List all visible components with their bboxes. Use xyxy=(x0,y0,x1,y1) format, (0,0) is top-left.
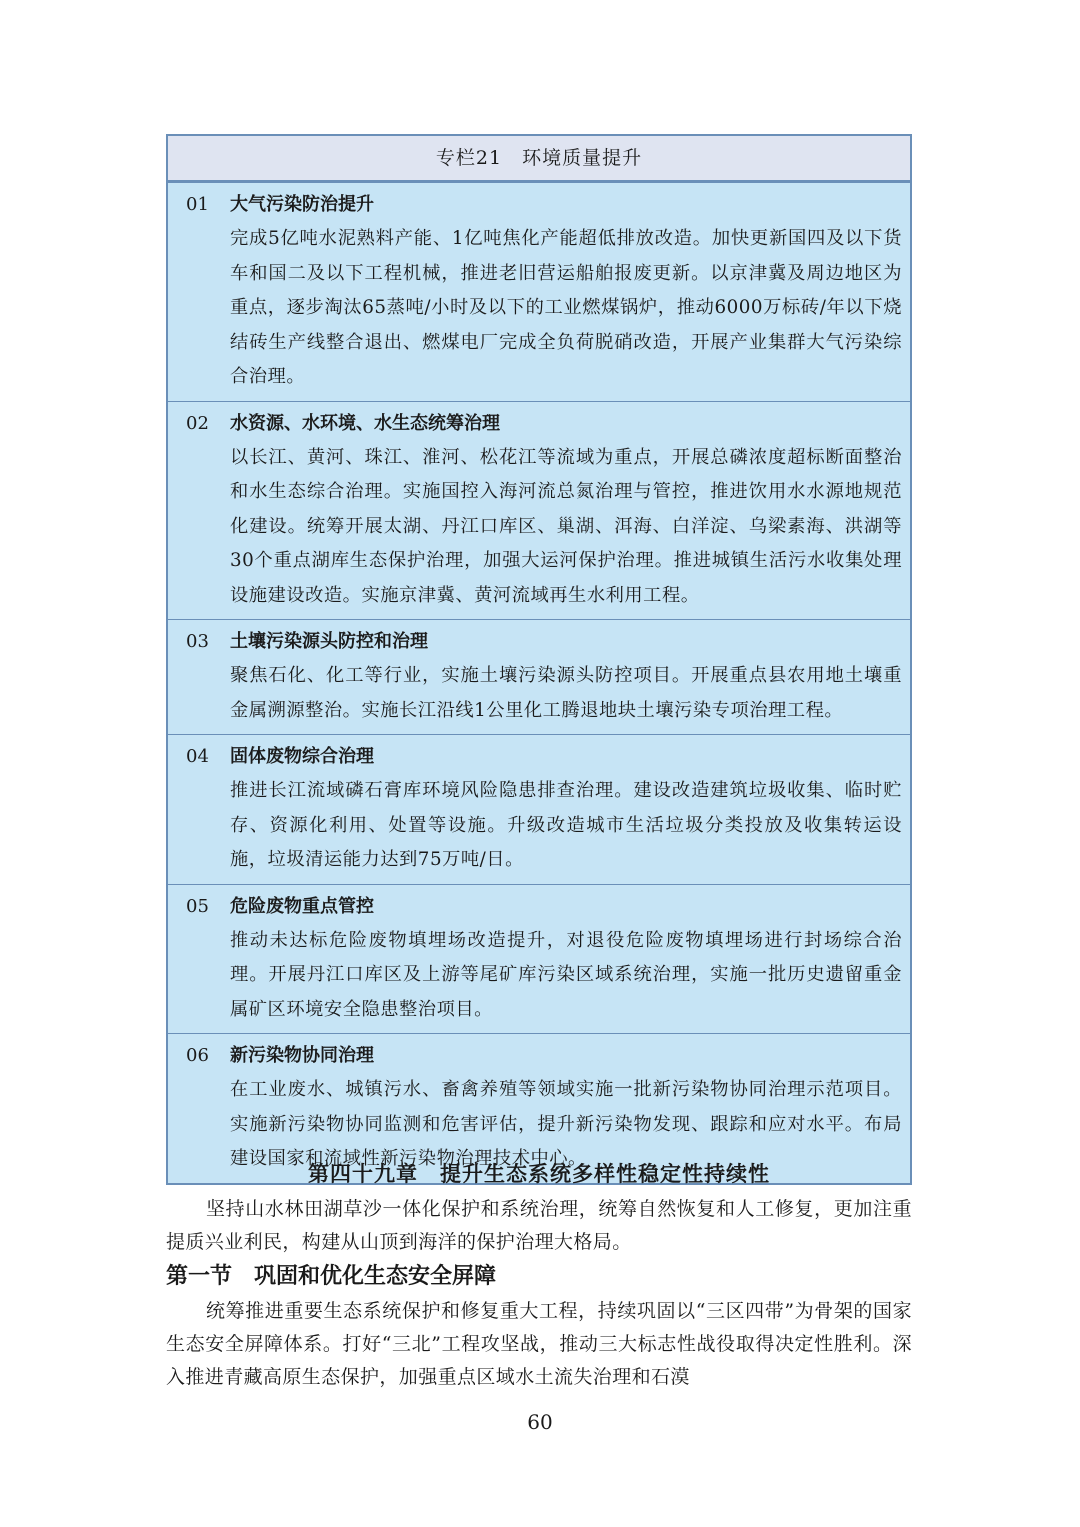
box-item-05 xyxy=(168,884,910,1034)
item-number: 06 xyxy=(186,1045,209,1066)
page-number: 60 xyxy=(527,1410,553,1434)
section-title: 第一节 巩固和优化生态安全屏障 xyxy=(166,1264,497,1289)
item-number: 02 xyxy=(186,412,209,434)
item-number: 05 xyxy=(186,895,209,917)
item-number: 01 xyxy=(186,194,209,215)
item-text: 以长江、黄河、珠江、淮河、松花江等流域为重点，开展总磷浓度超标断面整治和水生态综合治理。实施国控入海河流总氮治理与管控，推进饮用水水源地规范化建设。统筹开展太湖、丹江口库区、巢湖、洱海、白洋淀、乌梁素海、洪湖等30个重点湖库生态保护治理，加强大运河保护治理。推进城镇生活污水收集处理设施建设改造。实施京津冀、黄河流域再生水利用工程。 xyxy=(230,446,902,606)
feature-box-title: 专栏21 环境质量提升 xyxy=(168,136,910,182)
item-text: 在工业废水、城镇污水、畜禽养殖等领域实施一批新污染物协同治理示范项目。实施新污染物协同监测和危害评估，提升新污染物发现、跟踪和应对水平。布局建设国家和流域性新污染物治理技术中心。 xyxy=(230,1079,902,1169)
item-text: 推进长江流域磷石膏库环境风险隐患排查治理。建设改造建筑垃圾收集、临时贮存、资源化利用、处置等设施。升级改造城市生活垃圾分类投放及收集转运设施，垃圾清运能力达到75万吨/日。 xyxy=(230,780,902,870)
chapter-intro: 坚持山水林田湖草沙一体化保护和系统治理，统筹自然恢复和人工修复，更加注重提质兴业利民，构建从山顶到海洋的保护治理大格局。 xyxy=(166,1198,912,1253)
feature-box xyxy=(166,134,912,1185)
item-number: 04 xyxy=(186,746,209,767)
item-heading: 大气污染防治提升 xyxy=(230,194,374,215)
item-number: 03 xyxy=(186,631,209,652)
item-heading: 水资源、水环境、水生态统筹治理 xyxy=(230,412,500,434)
item-heading: 土壤污染源头防控和治理 xyxy=(230,631,428,652)
section-paragraph: 统筹推进重要生态系统保护和修复重大工程，持续巩固以“三区四带”为骨架的国家生态安全屏障体系。打好“三北”工程攻坚战，推动三大标志性战役取得决定性胜利。深入推进青藏高原生态保护，加强重点区域水土流失治理和石漠 xyxy=(166,1300,912,1388)
item-heading: 固体废物综合治理 xyxy=(230,746,374,767)
item-heading: 危险废物重点管控 xyxy=(230,895,374,917)
item-text: 推动未达标危险废物填埋场改造提升，对退役危险废物填埋场进行封场综合治理。开展丹江口库区及上游等尾矿库污染区域系统治理，实施一批历史遗留重金属矿区环境安全隐患整治项目。 xyxy=(230,929,902,1020)
chapter-title: 第四十九章 提升生态系统多样性稳定性持续性 xyxy=(308,1161,770,1186)
item-text: 聚焦石化、化工等行业，实施土壤污染源头防控项目。开展重点县农用地土壤重金属溯源整治。实施长江沿线1公里化工腾退地块土壤污染专项治理工程。 xyxy=(230,665,902,721)
box-item-02 xyxy=(168,401,910,620)
box-item-01 xyxy=(168,182,910,401)
item-heading: 新污染物协同治理 xyxy=(230,1045,374,1066)
box-item-03 xyxy=(168,619,910,734)
item-text: 完成5亿吨水泥熟料产能、1亿吨焦化产能超低排放改造。加快更新国四及以下货车和国二及以下工程机械，推进老旧营运船舶报废更新。以京津冀及周边地区为重点，逐步淘汰65蒸吨/小时及以下的工业燃煤锅炉，推动6000万标砖/年以下烧结砖生产线整合退出、燃煤电厂完成全负荷脱硝改造，开展产业集群大气污染综合治理。 xyxy=(230,228,902,387)
box-item-04 xyxy=(168,734,910,884)
